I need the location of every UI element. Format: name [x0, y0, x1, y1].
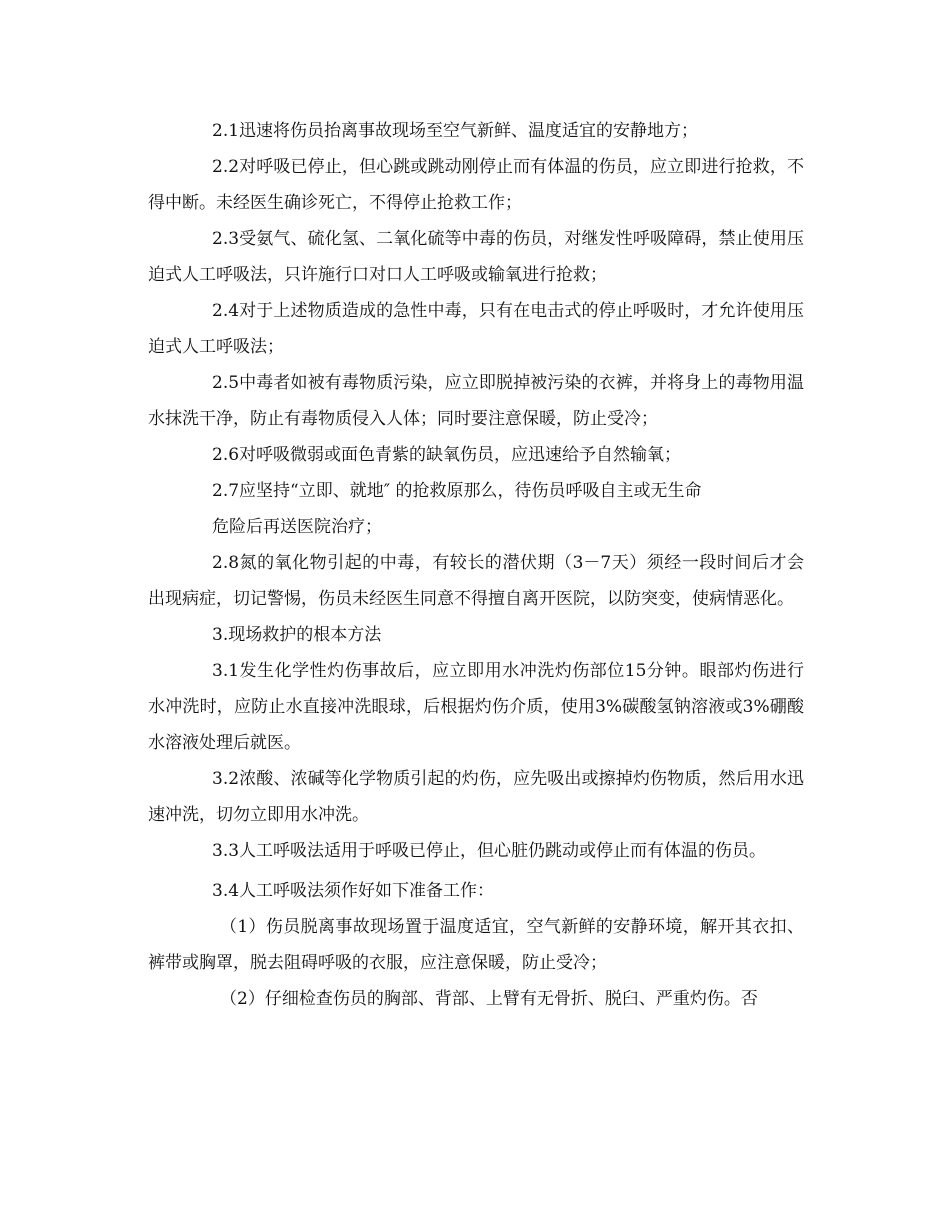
list-item-1: （1）伤员脱离事故现场置于温度适宜，空气新鲜的安静环境，解开其衣扣、裤带或胸罩，脱去阻碍呼吸的衣服，应注意保暖，防止受冷； [148, 917, 804, 973]
paragraph-2-5: 2.5中毒者如被有毒物质污染，应立即脱掉被污染的衣裤，并将身上的毒物用温水抹洗干净，防止有毒物质侵入人体；同时要注意保暖，防止受冷； [148, 373, 804, 429]
paragraph-3-4: 3.4人工呼吸法须作好如下准备工作： [212, 881, 495, 901]
paragraph-3-2: 3.2浓酸、浓碱等化学物质引起的灼伤，应先吸出或擦掉灼伤物质，然后用水迅速冲洗，切勿立即用水冲洗。 [148, 769, 804, 825]
paragraph-2-7: 2.7应坚持“立即、就地″ 的抢救原那么，待伤员呼吸自主或无生命 [212, 481, 702, 501]
document-body [148, 113, 804, 1017]
paragraph-2-1: 2.1迅速将伤员抬离事故现场至空气新鲜、温度适宜的安静地方； [212, 121, 699, 141]
paragraph-2-4: 2.4对于上述物质造成的急性中毒，只有在电击式的停止呼吸时，才允许使用压迫式人工呼吸法； [148, 301, 804, 357]
paragraph-2-8: 2.8氮的氧化物引起的中毒，有较长的潜伏期（3－7天）须经一段时间后才会出现病症，切记警惕，伤员未经医生同意不得擅自离开医院，以防突变，使病情恶化。 [148, 553, 804, 609]
paragraph-2-3: 2.3受氨气、硫化氢、二氧化硫等中毒的伤员，对继发性呼吸障碍，禁止使用压迫式人工呼吸法，只许施行口对口人工呼吸或输氧进行抢救； [148, 229, 804, 285]
section-heading-3: 3.现场救护的根本方法 [212, 625, 382, 645]
paragraph-2-7-continued: 危险后再送医院治疗； [212, 517, 382, 537]
paragraph-2-2: 2.2对呼吸已停止，但心跳或跳动刚停止而有体温的伤员，应立即进行抢救，不得中断。未经医生确诊死亡，不得停止抢救工作； [148, 157, 804, 213]
paragraph-2-6: 2.6对呼吸微弱或面色青紫的缺氧伤员，应迅速给予自然输氧； [212, 445, 682, 465]
paragraph-3-1: 3.1发生化学性灼伤事故后，应立即用水冲洗灼伤部位15分钟。眼部灼伤进行水冲洗时，应防止水直接冲洗眼球，后根据灼伤介质，使用3%碳酸氢钠溶液或3%硼酸水溶液处理后就医。 [148, 661, 804, 753]
paragraph-3-3: 3.3人工呼吸法适用于呼吸已停止，但心脏仍跳动或停止而有体温的伤员。 [212, 841, 767, 861]
list-item-2: （2）仔细检查伤员的胸部、背部、上臂有无骨折、脱臼、严重灼伤。否 [220, 989, 758, 1009]
